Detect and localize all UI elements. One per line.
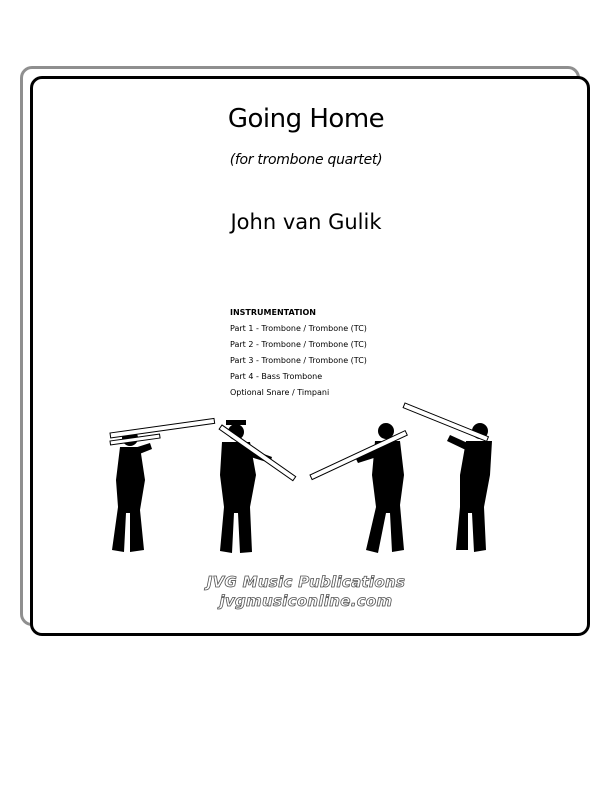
trombone-player-1 [110,418,215,552]
page-title: Going Home [227,104,385,134]
instrument-part: Part 3 - Trombone / Trombone (TC) [230,356,367,365]
instrument-part: Part 2 - Trombone / Trombone (TC) [230,340,367,349]
trombone-player-2 [219,420,296,553]
trombone-players-silhouette-icon [100,395,500,565]
instrumentation-block [230,305,367,401]
instrument-part: Part 4 - Bass Trombone [230,372,323,381]
page-subtitle: (for trombone quartet) [229,152,383,168]
instrument-part: Optional Snare / Timpani [230,388,330,397]
trombone-player-3 [310,423,407,553]
trombone-player-4 [403,403,492,552]
instrument-part: Part 1 - Trombone / Trombone (TC) [230,324,367,333]
publisher-url: jvgmusiconline.com [219,592,393,610]
composer-name: John van Gulik [230,210,382,234]
publisher-name: JVG Music Publications [206,573,406,591]
instrumentation-heading: INSTRUMENTATION [230,308,317,317]
